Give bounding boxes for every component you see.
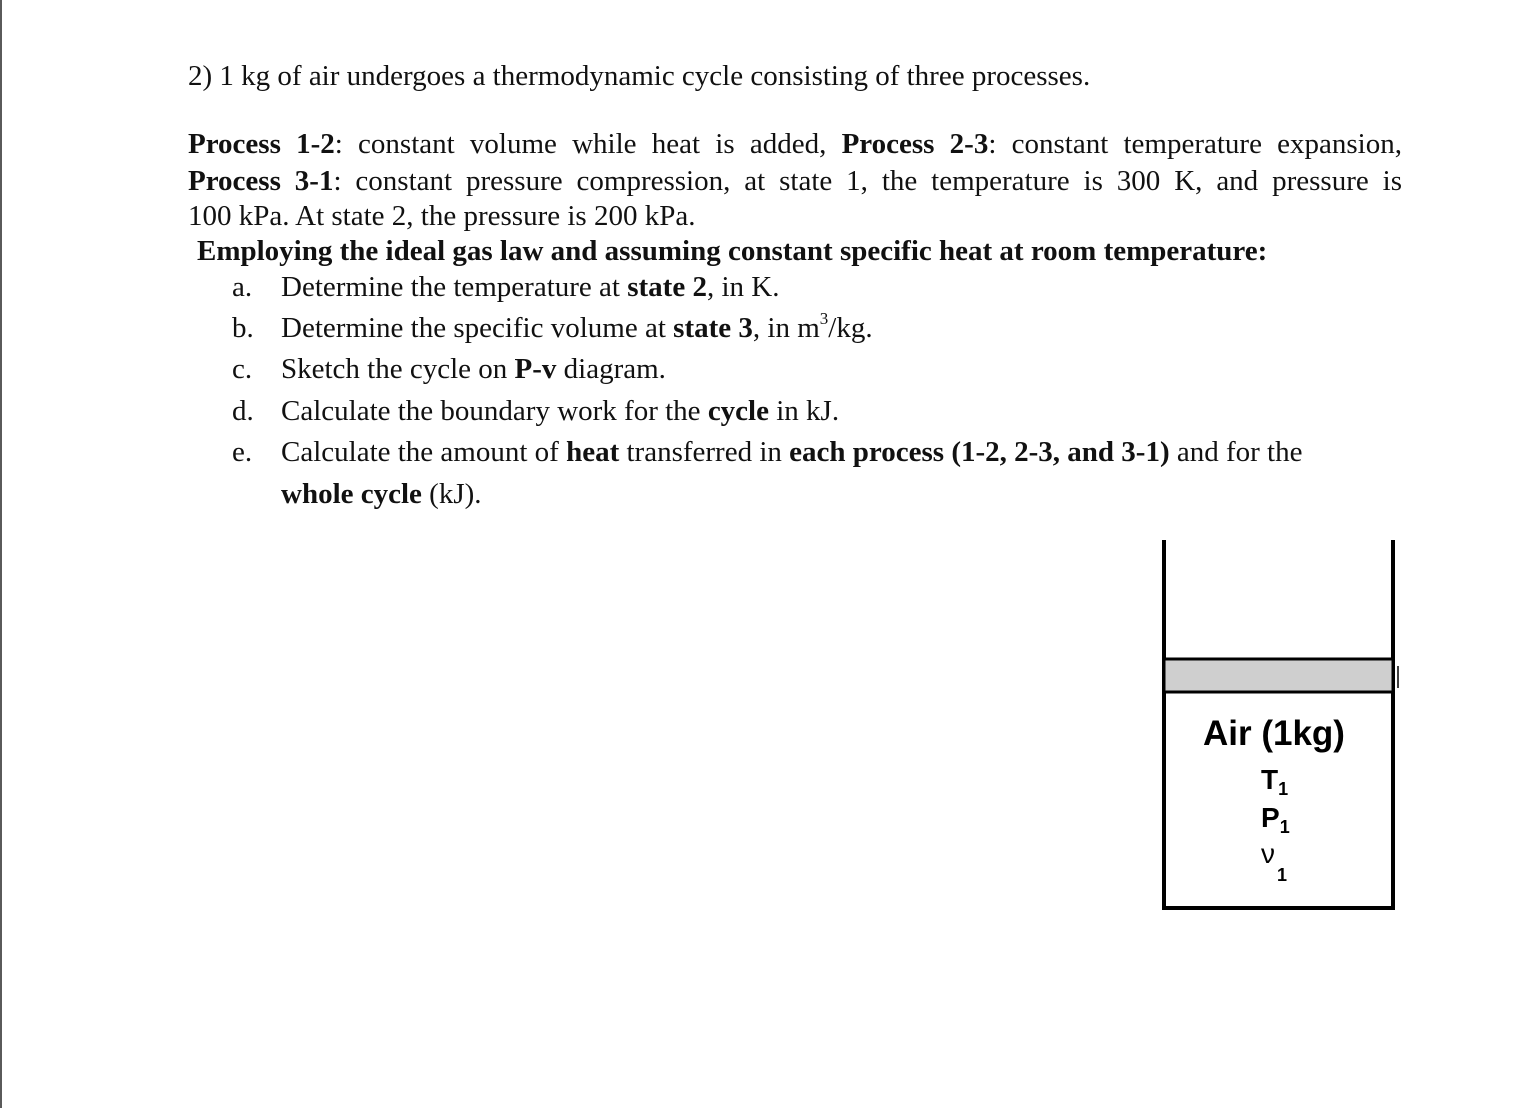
question-e-letter: e. [232,436,253,468]
process-line-1 [188,126,1402,162]
temperature-label [1261,764,1288,799]
question-a-text [281,271,779,303]
process-2-3-text: : constant temperature expansion, [988,128,1402,160]
question-e-part1: Calculate the amount of [281,436,567,468]
question-d-bold: cycle [707,395,769,427]
question-e-continuation [281,476,482,512]
process-1-2-label: Process 1-2 [188,128,335,160]
question-a-bold: state 2 [627,271,707,303]
process-line-2 [188,163,1402,199]
question-b [232,310,873,346]
question-e-part4: (kJ). [421,478,482,510]
process-3-1-label: Process 3-1 [188,165,334,197]
process-line-3: 100 kPa. At state 2, the pressure is 200 kPa. [188,200,696,232]
temperature-subscript: 1 [1278,779,1289,799]
question-d-letter: d. [232,395,254,427]
question-c-part2: diagram. [556,353,666,385]
specific-volume-label [1261,838,1288,885]
question-c-text [281,353,666,385]
question-b-part2: , in m [752,312,820,344]
question-a-letter: a. [232,271,253,303]
question-d-part1: Calculate the boundary work for the [281,395,708,427]
question-b-letter: b. [232,312,254,344]
process-2-3-label: Process 2-3 [841,128,989,160]
question-e-bold-3: whole cycle [281,478,422,510]
pressure-symbol: P [1261,802,1280,833]
question-b-part1: Determine the specific volume at [281,312,674,344]
question-b-part3: /kg. [828,312,873,344]
question-e-part3: and for the [1169,436,1303,468]
instruction-heading: Employing the ideal gas law and assuming constant specific heat at room temperature: [197,235,1268,267]
problem-intro: 2) 1 kg of air undergoes a thermodynamic cycle consisting of three processes. [188,60,1091,92]
question-d [232,393,839,429]
specific-volume-symbol: ν [1261,838,1275,869]
question-e-part2: transferred in [619,436,790,468]
question-a-part2: , in K. [706,271,780,303]
question-a-part1: Determine the temperature at [281,271,628,303]
figure-title: Air (1kg) [1203,714,1345,753]
piston [1164,659,1393,692]
question-c-bold: P-v [514,353,557,385]
question-c-part1: Sketch the cycle on [281,353,515,385]
process-1-2-text: : constant volume while heat is added, [334,128,842,160]
question-e-text [281,436,1303,468]
process-3-1-text: : constant pressure compression, at state 1, the temperature is 300 K, and pressure is [333,165,1402,197]
question-b-bold: state 3 [673,312,753,344]
question-c [232,351,666,387]
question-b-superscript: 3 [819,309,829,329]
question-e-bold-2: each process (1-2, 2-3, and 3-1) [789,436,1170,468]
question-d-part2: in kJ. [768,395,840,427]
question-d-text [281,395,839,427]
question-e-bold-1: heat [566,436,620,468]
question-a [232,269,779,305]
specific-volume-subscript: 1 [1277,865,1288,885]
page-left-border [0,0,2,1108]
temperature-symbol: T [1261,764,1279,795]
question-b-text [281,309,873,344]
pressure-label [1261,802,1290,837]
question-e [232,434,1303,470]
pressure-subscript: 1 [1279,817,1290,837]
question-c-letter: c. [232,353,253,385]
